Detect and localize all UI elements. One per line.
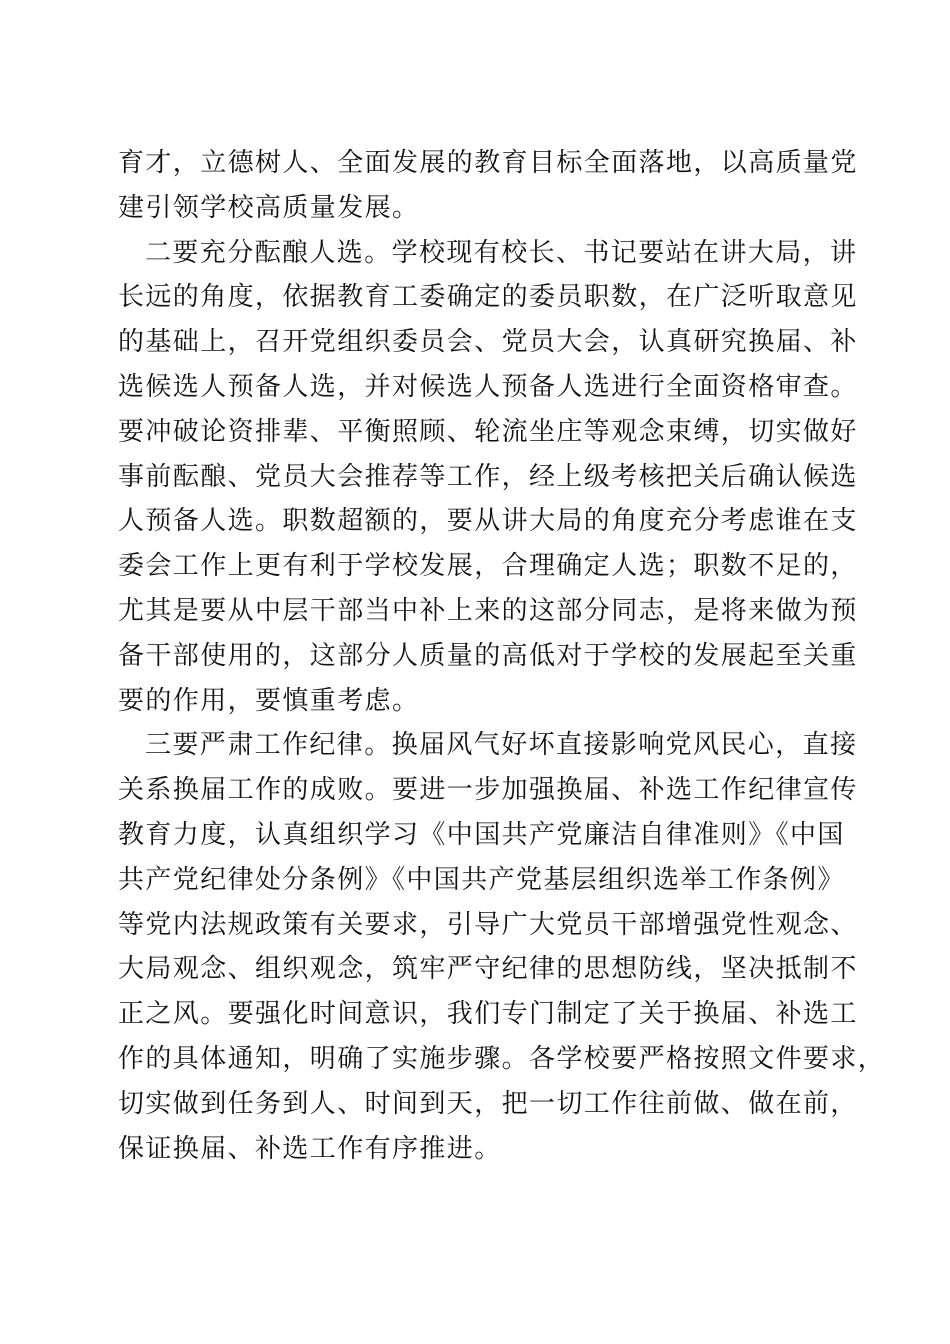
paragraph-work-discipline: [118, 723, 886, 1171]
text-line: 育才，立德树人、全面发展的教育目标全面落地，以高质量党: [118, 148, 858, 178]
text-line: 大局观念、组织观念，筑牢严守纪律的思想防线，坚决抵制不: [118, 954, 858, 985]
text-line: 关系换届工作的成败。要进一步加强换届、补选工作纪律宣传: [118, 775, 858, 806]
text-line: 要冲破论资排辈、平衡照顾、轮流坐庄等观念束缚，切实做好: [118, 416, 858, 447]
text-line: 三要严肃工作纪律。换届风气好坏直接影响党风民心，直接: [145, 730, 858, 761]
text-line: 的基础上，召开党组织委员会、党员大会，认真研究换届、补: [118, 327, 858, 358]
text-line: 委会工作上更有利于学校发展，合理确定人选；职数不足的，: [118, 551, 858, 582]
paragraph-continuation: [118, 141, 858, 231]
paragraph-candidate-selection: [118, 231, 858, 724]
text-line: 正之风。要强化时间意识，我们专门制定了关于换届、补选工: [118, 999, 858, 1030]
text-line: 切实做到任务到人、时间到天，把一切工作往前做、做在前，: [118, 1088, 858, 1119]
text-line: 教育力度，认真组织学习《中国共产党廉洁自律准则》《中国: [118, 819, 845, 850]
text-line: 事前酝酿、党员大会推荐等工作，经上级考核把关后确认候选: [118, 461, 858, 492]
text-line: 选候选人预备人选，并对候选人预备人选进行全面资格审查。: [118, 371, 858, 402]
text-line: 二要充分酝酿人选。学校现有校长、书记要站在讲大局，讲: [145, 237, 858, 268]
text-line: 保证换届、补选工作有序推进。: [118, 1133, 502, 1164]
text-line: 等党内法规政策有关要求，引导广大党员干部增强党性观念、: [118, 909, 858, 940]
text-line: 长远的角度，依据教育工委确定的委员职数，在广泛听取意见: [118, 282, 858, 313]
text-line: 要的作用，要慎重考虑。: [118, 685, 420, 716]
text-line: 尤其是要从中层干部当中补上来的这部分同志，是将来做为预: [118, 595, 858, 626]
text-line: 建引领学校高质量发展。: [118, 192, 420, 223]
document-page: [118, 141, 886, 1171]
text-line: 作的具体通知，明确了实施步骤。各学校要严格按照文件要求，: [118, 1043, 886, 1074]
text-line: 备干部使用的，这部分人质量的高低对于学校的发展起至关重: [118, 640, 858, 671]
text-line: 共产党纪律处分条例》《中国共产党基层组织选举工作条例》: [118, 864, 845, 895]
text-line: 人预备人选。职数超额的，要从讲大局的角度充分考虑谁在支: [118, 506, 858, 537]
